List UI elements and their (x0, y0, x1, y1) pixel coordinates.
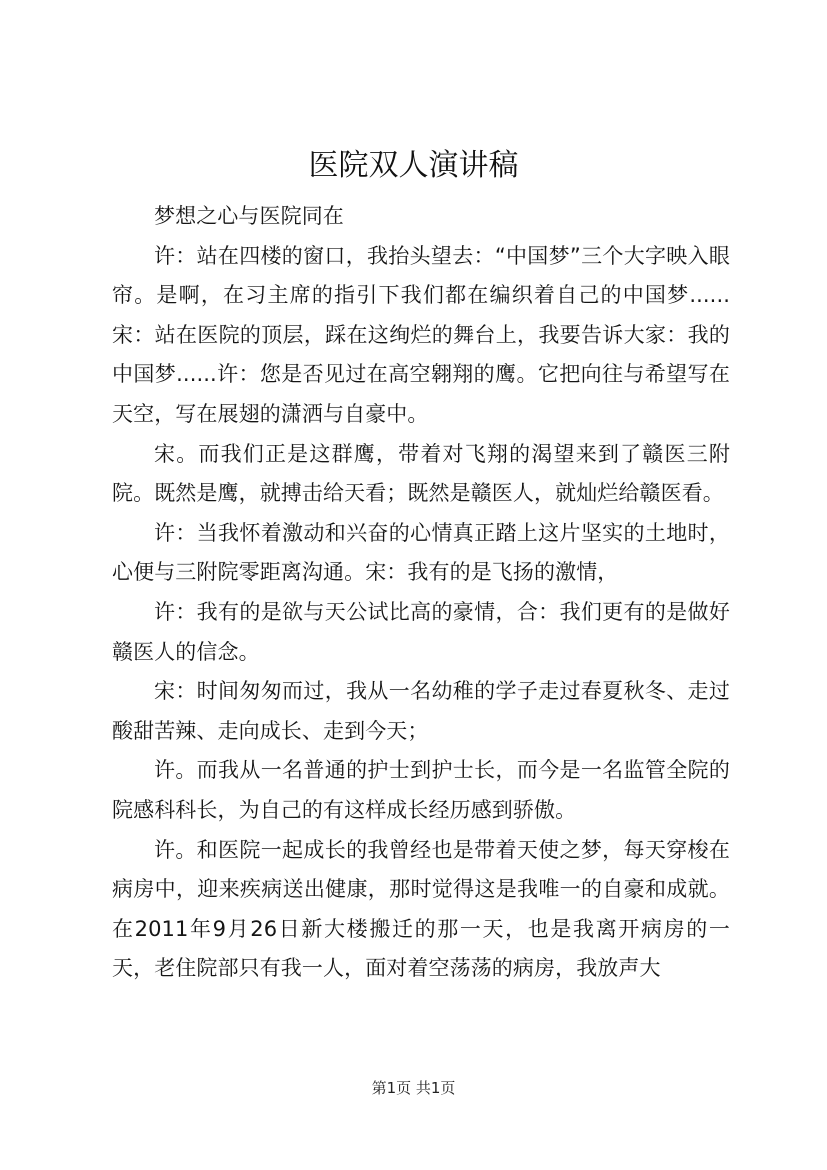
paragraph-subtitle: 梦想之心与医院同在 (154, 204, 344, 228)
page-footer: 第1页 共1页 (371, 1079, 456, 1097)
paragraph: 许：站在四楼的窗口，我抬头望去：“中国梦”三个大字映入眼帘。是啊，在习主席的指引下我们都在编织着自己的中国梦......宋：站在医院的顶层，踩在这绚烂的舞台上，我要告诉大家：我的中国梦......许：您是否见过在高空翱翔的鹰。它把向往与希望写在天空，写在展翅的潇洒与自豪中。 (112, 243, 730, 426)
document-body (112, 197, 730, 989)
paragraph: 宋。而我们正是这群鹰，带着对飞翔的渴望来到了赣医三附院。既然是鹰，就搏击给天看；既然是赣医人，就灿烂给赣医看。 (112, 441, 730, 506)
paragraph: 宋：时间匆匆而过，我从一名幼稚的学子走过春夏秋冬、走过酸甜苦辣、走向成长、走到今天； (112, 679, 730, 743)
paragraph: 许：我有的是欲与天公试比高的豪情，合：我们更有的是做好赣医人的信念。 (112, 599, 730, 664)
document-title: 医院双人演讲稿 (308, 148, 519, 183)
paragraph: 许：当我怀着激动和兴奋的心情真正踏上这片坚实的土地时，心便与三附院零距离沟通。宋：我有的是飞扬的激情， (112, 520, 730, 585)
paragraph: 许。而我从一名普通的护士到护士长，而今是一名监管全院的院感科科长，为自己的有这样成长经历感到骄傲。 (112, 758, 730, 822)
paragraph: 许。和医院一起成长的我曾经也是带着天使之梦，每天穿梭在病房中，迎来疾病送出健康，那时觉得这是我唯一的自豪和成就。在2011年9月26日新大楼搬迁的那一天，也是我离开病房的一天，老住院部只有我一人，面对着空荡荡的病房，我放声大 (112, 837, 730, 981)
